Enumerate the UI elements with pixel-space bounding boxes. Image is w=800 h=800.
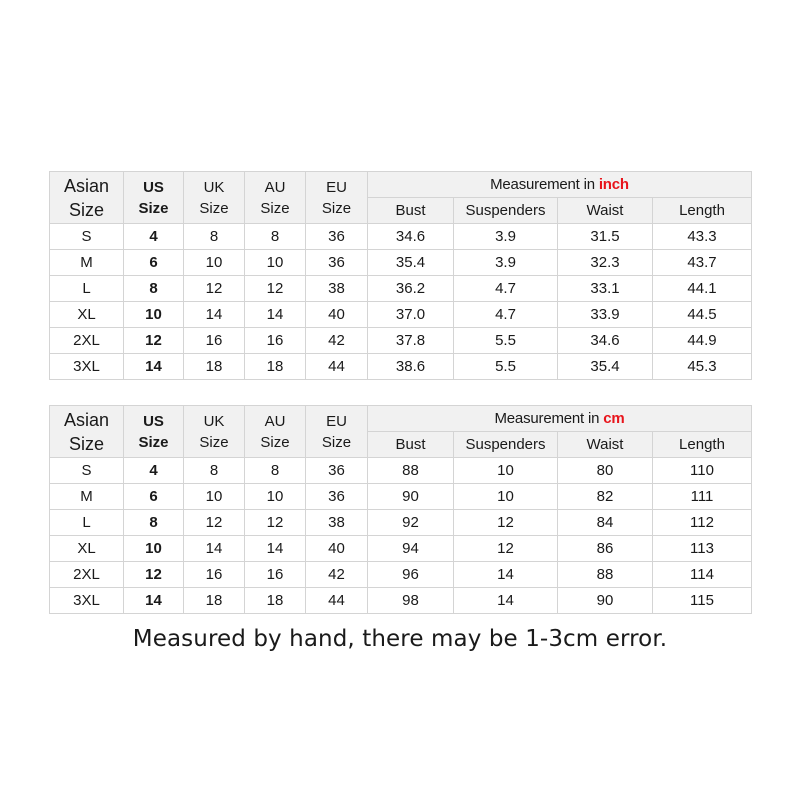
waist-cell: 35.4 <box>558 354 653 380</box>
waist-cell: 84 <box>558 510 653 536</box>
au-size-cell: 16 <box>245 562 306 588</box>
asian-size-cell: XL <box>50 302 124 328</box>
unit-label: inch <box>598 175 629 193</box>
table-row <box>50 458 752 484</box>
au-size-cell: 16 <box>245 328 306 354</box>
waist-cell: 90 <box>558 588 653 614</box>
length-cell: 112 <box>653 510 752 536</box>
us-size-cell: 8 <box>124 510 184 536</box>
eu-size-cell: 36 <box>306 224 368 250</box>
length-cell: 43.7 <box>653 250 752 276</box>
uk-size-cell: 14 <box>184 536 245 562</box>
waist-cell: 31.5 <box>558 224 653 250</box>
suspenders-cell: 12 <box>454 510 558 536</box>
bust-cell: 92 <box>368 510 454 536</box>
waist-cell: 82 <box>558 484 653 510</box>
length-cell: 45.3 <box>653 354 752 380</box>
bust-cell: 88 <box>368 458 454 484</box>
us-size-cell: 12 <box>124 562 184 588</box>
us-size-cell: 14 <box>124 588 184 614</box>
waist-cell: 88 <box>558 562 653 588</box>
measurement-title: Measurement in inch <box>368 172 752 198</box>
table-row <box>50 484 752 510</box>
asian-size-cell: 2XL <box>50 328 124 354</box>
length-header: Length <box>653 198 752 224</box>
bust-cell: 35.4 <box>368 250 454 276</box>
us-size-cell: 4 <box>124 224 184 250</box>
header-row <box>50 406 752 432</box>
size-table-inch <box>49 171 752 380</box>
eu-size-cell: 36 <box>306 250 368 276</box>
eu-size-cell: 44 <box>306 354 368 380</box>
uk-size-cell: 18 <box>184 354 245 380</box>
waist-cell: 86 <box>558 536 653 562</box>
us-size-cell: 10 <box>124 536 184 562</box>
suspenders-cell: 3.9 <box>454 250 558 276</box>
asian-size-cell: S <box>50 458 124 484</box>
asian-size-cell: M <box>50 250 124 276</box>
au-size-cell: 12 <box>245 276 306 302</box>
table-row <box>50 224 752 250</box>
us-size-header: US Size <box>124 406 184 458</box>
asian-size-cell: S <box>50 224 124 250</box>
length-header: Length <box>653 432 752 458</box>
bust-cell: 37.8 <box>368 328 454 354</box>
eu-size-cell: 40 <box>306 302 368 328</box>
waist-header: Waist <box>558 198 653 224</box>
waist-cell: 34.6 <box>558 328 653 354</box>
us-size-header: US Size <box>124 172 184 224</box>
au-size-cell: 10 <box>245 484 306 510</box>
us-size-cell: 6 <box>124 484 184 510</box>
bust-cell: 94 <box>368 536 454 562</box>
asian-size-cell: 2XL <box>50 562 124 588</box>
suspenders-cell: 12 <box>454 536 558 562</box>
waist-cell: 80 <box>558 458 653 484</box>
us-size-cell: 6 <box>124 250 184 276</box>
table-row <box>50 302 752 328</box>
asian-size-cell: L <box>50 276 124 302</box>
measurement-title: Measurement in cm <box>368 406 752 432</box>
table-row <box>50 276 752 302</box>
length-cell: 44.1 <box>653 276 752 302</box>
unit-label: cm <box>603 409 625 427</box>
uk-size-cell: 14 <box>184 302 245 328</box>
eu-size-cell: 42 <box>306 328 368 354</box>
au-size-cell: 8 <box>245 458 306 484</box>
waist-cell: 33.1 <box>558 276 653 302</box>
au-size-cell: 10 <box>245 250 306 276</box>
us-size-cell: 14 <box>124 354 184 380</box>
eu-size-cell: 36 <box>306 458 368 484</box>
uk-size-cell: 16 <box>184 562 245 588</box>
table-row <box>50 588 752 614</box>
length-cell: 44.5 <box>653 302 752 328</box>
uk-size-cell: 10 <box>184 484 245 510</box>
waist-cell: 32.3 <box>558 250 653 276</box>
au-size-cell: 14 <box>245 302 306 328</box>
length-cell: 44.9 <box>653 328 752 354</box>
suspenders-cell: 10 <box>454 458 558 484</box>
asian-size-cell: 3XL <box>50 588 124 614</box>
suspenders-cell: 5.5 <box>454 354 558 380</box>
uk-size-cell: 12 <box>184 276 245 302</box>
length-cell: 111 <box>653 484 752 510</box>
suspenders-cell: 5.5 <box>454 328 558 354</box>
suspenders-cell: 14 <box>454 562 558 588</box>
asian-size-cell: L <box>50 510 124 536</box>
suspenders-header: Suspenders <box>454 432 558 458</box>
bust-cell: 37.0 <box>368 302 454 328</box>
uk-size-cell: 10 <box>184 250 245 276</box>
bust-header: Bust <box>368 432 454 458</box>
au-size-cell: 18 <box>245 588 306 614</box>
waist-cell: 33.9 <box>558 302 653 328</box>
suspenders-header: Suspenders <box>454 198 558 224</box>
uk-size-cell: 8 <box>184 458 245 484</box>
au-size-cell: 14 <box>245 536 306 562</box>
bust-cell: 90 <box>368 484 454 510</box>
table-row <box>50 354 752 380</box>
length-cell: 43.3 <box>653 224 752 250</box>
asian-size-cell: XL <box>50 536 124 562</box>
asian-size-header: Asian Size <box>50 406 124 458</box>
uk-size-cell: 18 <box>184 588 245 614</box>
au-size-header: AU Size <box>245 172 306 224</box>
size-table-cm <box>49 405 752 614</box>
length-cell: 115 <box>653 588 752 614</box>
us-size-cell: 10 <box>124 302 184 328</box>
suspenders-cell: 10 <box>454 484 558 510</box>
us-size-cell: 12 <box>124 328 184 354</box>
uk-size-cell: 12 <box>184 510 245 536</box>
eu-size-cell: 40 <box>306 536 368 562</box>
eu-size-cell: 38 <box>306 510 368 536</box>
uk-size-header: UK Size <box>184 172 245 224</box>
asian-size-cell: M <box>50 484 124 510</box>
header-row <box>50 172 752 198</box>
length-cell: 110 <box>653 458 752 484</box>
length-cell: 114 <box>653 562 752 588</box>
table-row <box>50 510 752 536</box>
bust-cell: 98 <box>368 588 454 614</box>
uk-size-cell: 16 <box>184 328 245 354</box>
suspenders-cell: 3.9 <box>454 224 558 250</box>
bust-cell: 34.6 <box>368 224 454 250</box>
eu-size-cell: 44 <box>306 588 368 614</box>
bust-cell: 36.2 <box>368 276 454 302</box>
length-cell: 113 <box>653 536 752 562</box>
suspenders-cell: 4.7 <box>454 276 558 302</box>
au-size-cell: 12 <box>245 510 306 536</box>
bust-header: Bust <box>368 198 454 224</box>
suspenders-cell: 14 <box>454 588 558 614</box>
eu-size-cell: 36 <box>306 484 368 510</box>
us-size-cell: 8 <box>124 276 184 302</box>
footnote: Measured by hand, there may be 1-3cm error. <box>132 626 668 652</box>
bust-cell: 38.6 <box>368 354 454 380</box>
eu-size-cell: 38 <box>306 276 368 302</box>
au-size-header: AU Size <box>245 406 306 458</box>
table-row <box>50 562 752 588</box>
table-row <box>50 536 752 562</box>
eu-size-cell: 42 <box>306 562 368 588</box>
au-size-cell: 8 <box>245 224 306 250</box>
suspenders-cell: 4.7 <box>454 302 558 328</box>
uk-size-cell: 8 <box>184 224 245 250</box>
au-size-cell: 18 <box>245 354 306 380</box>
us-size-cell: 4 <box>124 458 184 484</box>
eu-size-header: EU Size <box>306 172 368 224</box>
asian-size-cell: 3XL <box>50 354 124 380</box>
waist-header: Waist <box>558 432 653 458</box>
table-row <box>50 328 752 354</box>
bust-cell: 96 <box>368 562 454 588</box>
table-row <box>50 250 752 276</box>
asian-size-header: Asian Size <box>50 172 124 224</box>
uk-size-header: UK Size <box>184 406 245 458</box>
table-body <box>50 172 752 380</box>
table-body <box>50 406 752 614</box>
eu-size-header: EU Size <box>306 406 368 458</box>
